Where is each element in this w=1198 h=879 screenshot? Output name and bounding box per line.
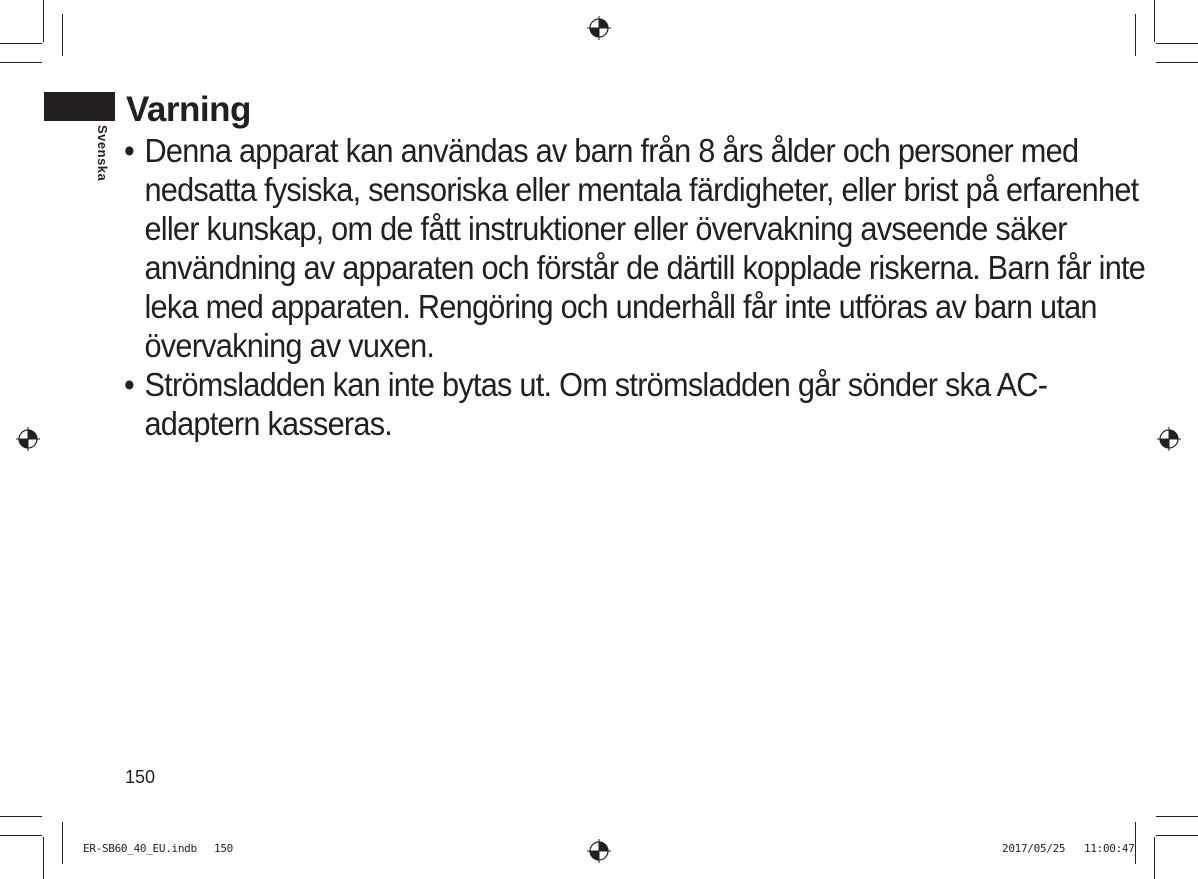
crop-mark <box>1156 43 1198 44</box>
slug-file: ER-SB60_40_EU.indb <box>83 842 197 855</box>
slug-date: 2017/05/25 <box>1002 842 1066 855</box>
bullet-icon: • <box>124 366 135 403</box>
language-tab-bar <box>44 92 115 121</box>
registration-mark-icon <box>587 839 611 863</box>
crop-mark <box>1156 816 1198 817</box>
crop-mark <box>1135 822 1136 864</box>
crop-mark <box>0 816 42 817</box>
crop-mark <box>1154 837 1155 879</box>
crop-mark <box>1154 0 1155 42</box>
slug-time: 11:00:47 <box>1084 842 1135 855</box>
warning-text: Strömsladden kan inte bytas ut. Om strömsladden går sönder ska AC-adaptern kasseras. <box>144 366 1048 442</box>
warning-list <box>124 131 1146 443</box>
language-tab-label: Svenska <box>95 125 110 182</box>
bullet-icon: • <box>124 132 135 169</box>
crop-mark <box>1156 835 1198 836</box>
crop-mark <box>43 0 44 42</box>
crop-mark <box>1135 14 1136 56</box>
list-item <box>124 131 1158 365</box>
registration-mark-icon <box>587 16 611 40</box>
list-item <box>124 365 1158 443</box>
crop-mark <box>0 43 42 44</box>
crop-mark <box>62 14 63 56</box>
registration-mark-icon <box>1157 427 1181 451</box>
crop-mark <box>62 822 63 864</box>
registration-mark-icon <box>16 427 40 451</box>
page-number: 150 <box>125 767 156 787</box>
section-heading: Varning <box>126 90 251 129</box>
crop-mark <box>0 62 42 63</box>
warning-text: Denna apparat kan användas av barn från 8 års ålder och personer med nedsatta fysiska, sensoriska eller mentala färdigheter, eller brist på erfarenhet eller kunskap, om de fått instruktioner eller övervakning avseende säker användning av apparaten och förstår de därtill kopplade riskerna. Barn får inte leka med apparaten. Rengöring och underhåll får inte utföras av barn utan övervakning av vuxen. <box>144 132 1146 364</box>
crop-mark <box>1156 62 1198 63</box>
crop-mark <box>43 837 44 879</box>
slug-page: 150 <box>214 842 233 855</box>
crop-mark <box>0 835 42 836</box>
